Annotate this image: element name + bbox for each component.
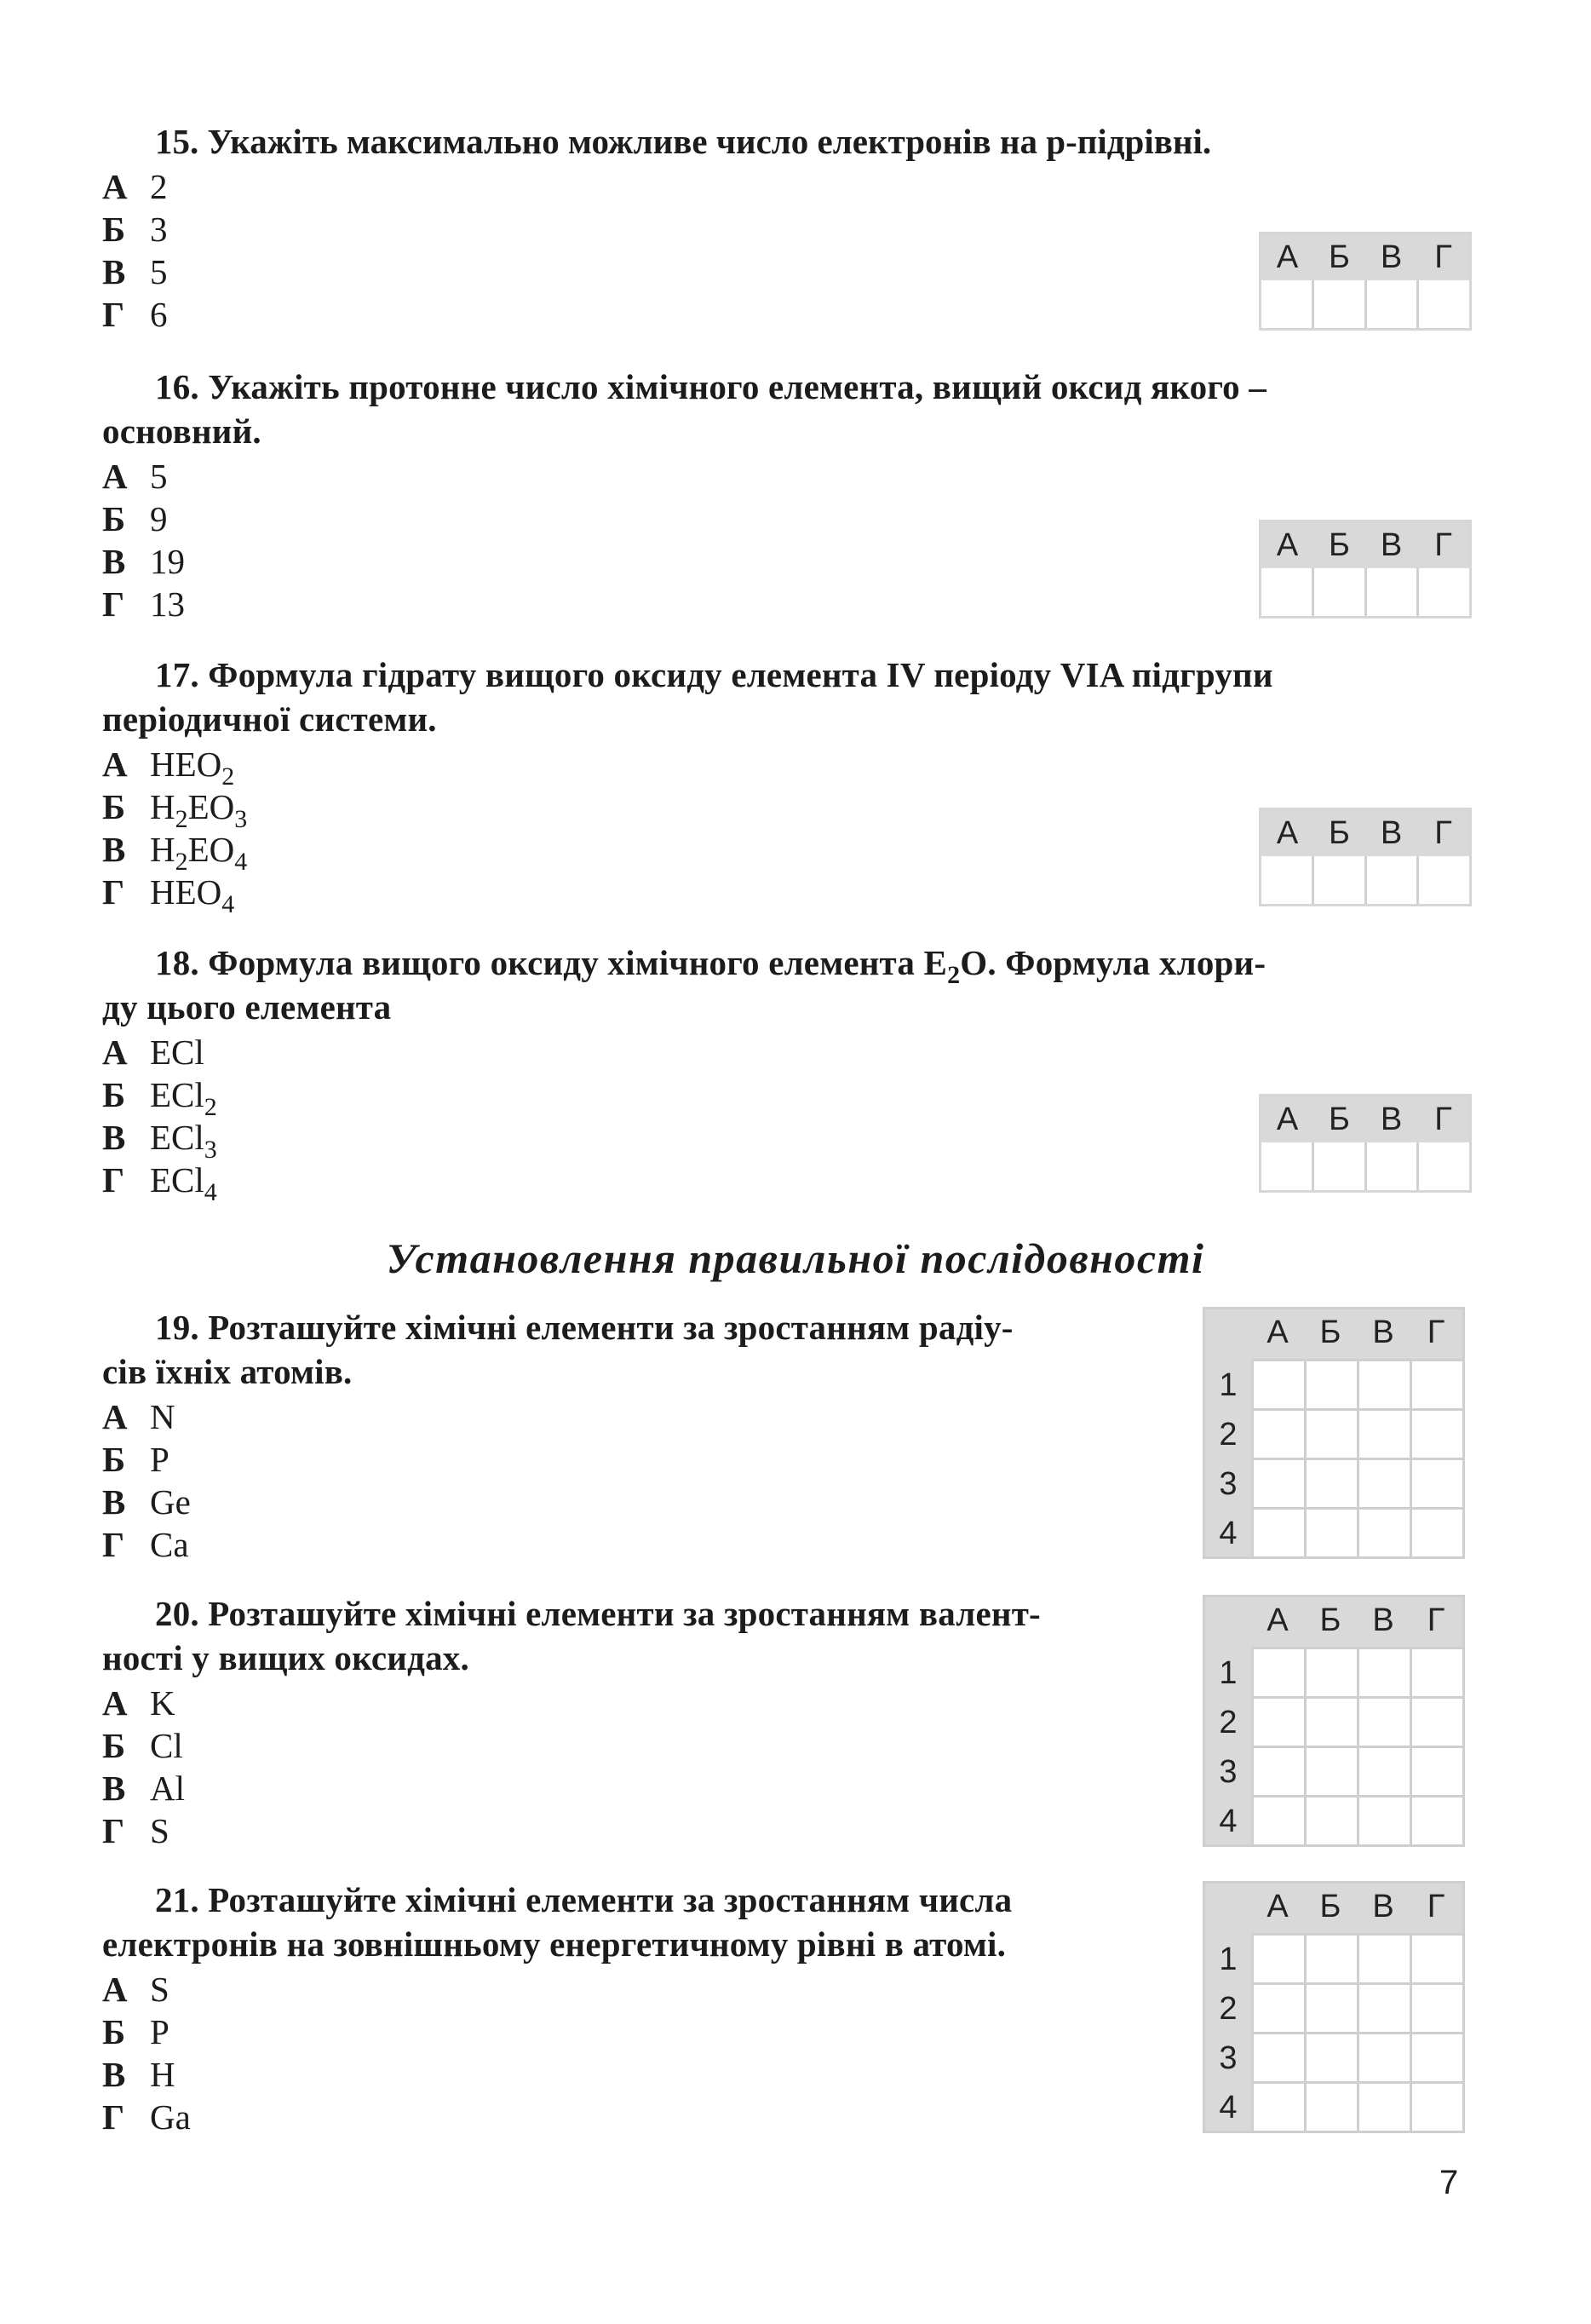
option-b: Б P xyxy=(102,2012,169,2051)
grid-cell[interactable] xyxy=(1304,1458,1357,1507)
option-a: А 2 xyxy=(102,167,168,206)
option-c: В 19 xyxy=(102,542,185,581)
grid-cell[interactable] xyxy=(1304,1696,1357,1746)
answer-cell[interactable] xyxy=(1314,280,1367,328)
grid-cell[interactable] xyxy=(1251,2081,1304,2131)
grid-cell[interactable] xyxy=(1304,1746,1357,1795)
question-18-title: 18. Формула вищого оксиду хімічного елемента $E_2O$. Формула хлори- ду цього елемента xyxy=(102,943,1266,1027)
grid-cell[interactable] xyxy=(1304,1647,1357,1696)
option-d: Г 13 xyxy=(102,584,185,624)
grid-cell[interactable] xyxy=(1251,1933,1304,1982)
grid-cell[interactable] xyxy=(1357,1696,1410,1746)
grid-cell[interactable] xyxy=(1410,2032,1462,2081)
page-number: 7 xyxy=(1439,2164,1459,2201)
grid-cell[interactable] xyxy=(1357,2032,1410,2081)
grid-cell[interactable] xyxy=(1410,1746,1462,1795)
grid-cell[interactable] xyxy=(1304,1795,1357,1844)
grid-cell[interactable] xyxy=(1251,1458,1304,1507)
answer-cell[interactable] xyxy=(1419,568,1469,616)
option-b: Б ECl$_2$ xyxy=(102,1075,217,1121)
option-a: А N xyxy=(102,1397,175,1436)
answer-cell[interactable] xyxy=(1261,856,1314,904)
answer-cell[interactable] xyxy=(1419,280,1469,328)
grid-cell[interactable] xyxy=(1304,1982,1357,2032)
answer-cell[interactable] xyxy=(1261,280,1314,328)
grid-cell[interactable] xyxy=(1357,2081,1410,2131)
answer-cell[interactable] xyxy=(1419,856,1469,904)
answer-cell[interactable] xyxy=(1314,568,1367,616)
option-b: Б Cl xyxy=(102,1726,183,1765)
grid-cell[interactable] xyxy=(1410,1795,1462,1844)
option-c: В $H_2EO_4$ xyxy=(102,830,248,876)
grid-cell[interactable] xyxy=(1304,2081,1357,2131)
question-21 xyxy=(102,1878,1192,2138)
answer-cell[interactable] xyxy=(1367,280,1420,328)
question-20 xyxy=(102,1591,1192,1852)
answer-cell[interactable] xyxy=(1261,1142,1314,1190)
grid-cell[interactable] xyxy=(1251,1982,1304,2032)
grid-cell[interactable] xyxy=(1410,1458,1462,1507)
question-17-title: 17. Формула гідрату вищого оксиду елемента IV періоду VIA підгрупи періодичної системи. xyxy=(102,655,1273,739)
grid-cell[interactable] xyxy=(1251,1746,1304,1795)
grid-cell[interactable] xyxy=(1304,1507,1357,1556)
grid-cell[interactable] xyxy=(1357,1746,1410,1795)
grid-cell[interactable] xyxy=(1357,1507,1410,1556)
grid-cell[interactable] xyxy=(1410,1696,1462,1746)
answer-cell[interactable] xyxy=(1314,856,1367,904)
grid-cell[interactable] xyxy=(1357,1458,1410,1507)
option-a: А 5 xyxy=(102,457,168,496)
option-c: В Ge xyxy=(102,1482,191,1522)
grid-cell[interactable] xyxy=(1410,1647,1462,1696)
grid-cell[interactable] xyxy=(1357,1408,1410,1458)
option-b: Б 3 xyxy=(102,210,168,249)
option-a: А S xyxy=(102,1970,169,2009)
question-20-title: 20. Розташуйте хімічні елементи за зростанням валент- ності у вищих оксидах. xyxy=(102,1594,1041,1677)
question-15-title: 15. Укажіть максимально можливе число електронів на р-підрівні. xyxy=(155,122,1212,161)
grid-cell[interactable] xyxy=(1357,1795,1410,1844)
answer-cell[interactable] xyxy=(1419,1142,1469,1190)
grid-cell[interactable] xyxy=(1357,1647,1410,1696)
option-c: В 5 xyxy=(102,252,168,291)
option-d: Г S xyxy=(102,1811,169,1850)
grid-cell[interactable] xyxy=(1251,2032,1304,2081)
option-d: Г ECl$_4$ xyxy=(102,1160,217,1206)
question-21-title: 21. Розташуйте хімічні елементи за зростанням числа електронів на зовнішньому енергетичному рівні в атомі. xyxy=(102,1880,1013,1964)
answer-grid-17[interactable]: А Б В Г xyxy=(1259,808,1472,906)
grid-cell[interactable] xyxy=(1410,1507,1462,1556)
section-title: Установлення правильної послідовності xyxy=(386,1234,1205,1282)
grid-cell[interactable] xyxy=(1304,2032,1357,2081)
grid-cell[interactable] xyxy=(1357,1982,1410,2032)
grid-cell[interactable] xyxy=(1410,2081,1462,2131)
sequence-grid-19[interactable]: А Б В Г 1 2 3 4 xyxy=(1203,1307,1465,1559)
grid-cell[interactable] xyxy=(1304,1359,1357,1408)
option-a: А ECl xyxy=(102,1033,204,1072)
option-b: Б P xyxy=(102,1440,169,1479)
grid-cell[interactable] xyxy=(1251,1647,1304,1696)
answer-cell[interactable] xyxy=(1367,568,1420,616)
grid-cell[interactable] xyxy=(1251,1408,1304,1458)
answer-cell[interactable] xyxy=(1261,568,1314,616)
sequence-grid-21[interactable]: А Б В Г 1 2 3 4 xyxy=(1203,1881,1465,2133)
option-d: Г Ga xyxy=(102,2097,191,2137)
option-b: Б 9 xyxy=(102,499,168,538)
answer-grid-18[interactable]: А Б В Г xyxy=(1259,1094,1472,1193)
option-d: Г 6 xyxy=(102,295,168,334)
grid-cell[interactable] xyxy=(1304,1933,1357,1982)
answer-cell[interactable] xyxy=(1367,856,1420,904)
grid-cell[interactable] xyxy=(1410,1359,1462,1408)
option-c: В H xyxy=(102,2055,175,2094)
grid-cell[interactable] xyxy=(1304,1408,1357,1458)
option-a: А K xyxy=(102,1683,175,1723)
grid-cell[interactable] xyxy=(1357,1359,1410,1408)
grid-cell[interactable] xyxy=(1251,1696,1304,1746)
answer-grid-15[interactable]: А Б В Г xyxy=(1259,232,1472,331)
grid-cell[interactable] xyxy=(1357,1933,1410,1982)
answer-cell[interactable] xyxy=(1367,1142,1420,1190)
option-d: Г Ca xyxy=(102,1525,189,1564)
option-b: Б $H_2EO_3$ xyxy=(102,787,248,833)
grid-cell[interactable] xyxy=(1251,1507,1304,1556)
question-19-title: 19. Розташуйте хімічні елементи за зростанням радіу- сів їхніх атомів. xyxy=(102,1308,1014,1391)
grid-cell[interactable] xyxy=(1251,1359,1304,1408)
grid-cell[interactable] xyxy=(1410,1982,1462,2032)
option-c: В ECl$_3$ xyxy=(102,1118,217,1164)
question-19 xyxy=(102,1305,1192,1566)
option-a: А $HEO_2$ xyxy=(102,745,235,791)
option-d: Г $HEO_4$ xyxy=(102,872,235,918)
grid-cell[interactable] xyxy=(1410,1408,1462,1458)
grid-cell[interactable] xyxy=(1410,1933,1462,1982)
grid-cell[interactable] xyxy=(1251,1795,1304,1844)
sequence-grid-20[interactable]: А Б В Г 1 2 3 4 xyxy=(1203,1595,1465,1847)
question-16-title: 16. Укажіть протонне число хімічного елемента, вищий оксид якого – основний. xyxy=(102,367,1266,451)
answer-grid-16[interactable]: А Б В Г xyxy=(1259,520,1472,618)
answer-cell[interactable] xyxy=(1314,1142,1367,1190)
option-c: В Al xyxy=(102,1769,185,1808)
